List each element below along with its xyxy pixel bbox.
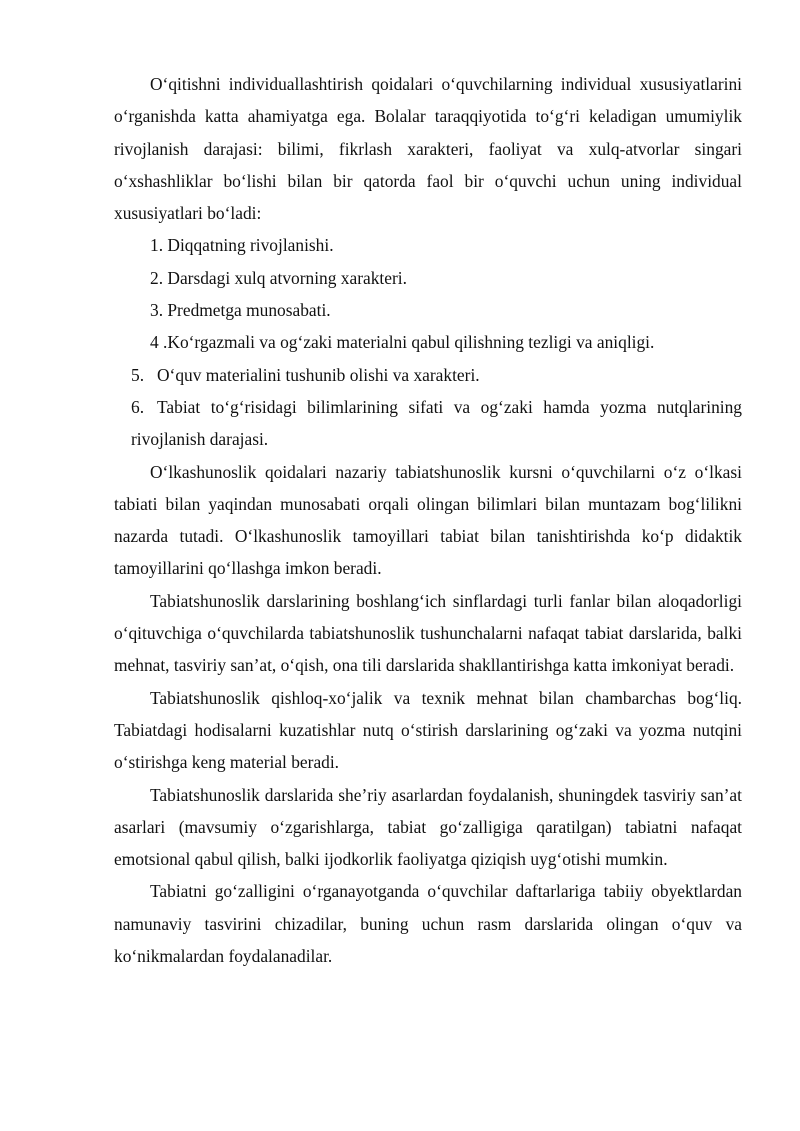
list-item-perception: 4 .Ko‘rgazmali va og‘zaki materialni qabul qilishning tezligi va aniqligi. bbox=[150, 332, 655, 353]
list-number-6: 6. bbox=[131, 396, 145, 417]
list-item-knowledge-quality bbox=[114, 391, 742, 456]
paragraph-labor-connection: Tabiatshunoslik qishloq-xo‘jalik va texnik mehnat bilan chambarchas bog‘liq. Tabiatdagi hodisalarni kuzatishlar nutq o‘stirish darslarining og‘zaki va yozma nutqini o‘stirishga keng material beradi. bbox=[114, 687, 742, 773]
list-text-5: O‘quv materialini tushunib olishi va xarakteri. bbox=[157, 364, 480, 385]
list-number-5: 5. bbox=[131, 364, 145, 385]
list-item-subject-attitude: 3. Predmetga munosabati. bbox=[150, 300, 331, 321]
paragraph-poetry-art: Tabiatshunoslik darslarida she’riy asarlardan foydalanish, shuningdek tasviriy san’at asarlari (mavsumiy o‘zgarishlarga, tabiat go‘zalligiga qaratilgan) tabiatni nafaqat emotsional qabul qilish, balki ijodkorlik faoliyatga qiziqish uyg‘otishi mumkin. bbox=[114, 784, 742, 870]
paragraph-individualization: O‘qitishni individuallashtirish qoidalari o‘quvchilarning individual xususiyatlarini o‘rganishda katta ahamiyatga ega. Bolalar taraqqiyotida to‘g‘ri keladigan umumiylik rivojlanish darajasi: bilimi, fikrlash xarakteri, faoliyat va xulq-atvorlar singari o‘xshashliklar bo‘lishi bilan bir qatorda faol bir o‘quvchi uchun uning individual xususiyatlari bo‘ladi: bbox=[114, 74, 742, 224]
paragraph-interdisciplinary: Tabiatshunoslik darslarining boshlang‘ich sinflardagi turli fanlar bilan aloqadorligi o‘qituvchiga o‘quvchilarda tabiatshunoslik tushunchalarni nafaqat tabiat darslarida, balki mehnat, tasviriy san’at, o‘qish, ona tili darslarida shakllantirishga katta imkoniyat beradi. bbox=[114, 590, 742, 676]
list-item-behavior: 2. Darsdagi xulq atvorning xarakteri. bbox=[150, 267, 407, 288]
list-item-attention: 1. Diqqatning rivojlanishi. bbox=[150, 235, 334, 256]
paragraph-nature-beauty: Tabiatni go‘zalligini o‘rganayotganda o‘quvchilar daftarlariga tabiiy obyektlardan namunaviy tasvirini chizadilar, buning uchun rasm darslarida olingan o‘quv va ko‘nikmalardan foydalanadilar. bbox=[114, 881, 742, 967]
list-text-6: Tabiat to‘g‘risidagi bilimlarining sifati va og‘zaki hamda yozma nutqlarining rivojlanish darajasi. bbox=[131, 396, 742, 450]
list-item-understanding bbox=[114, 359, 742, 391]
paragraph-local-history: O‘lkashunoslik qoidalari nazariy tabiatshunoslik kursni o‘quvchilarni o‘z o‘lkasi tabiati bilan yaqindan munosabati orqali olingan bilimlari bilan muntazam bog‘lilikni nazarda tutadi. O‘lkashunoslik tamoyillari tabiat bilan tanishtirishda ko‘p didaktik tamoyillarini qo‘llashga imkon beradi. bbox=[114, 461, 742, 579]
